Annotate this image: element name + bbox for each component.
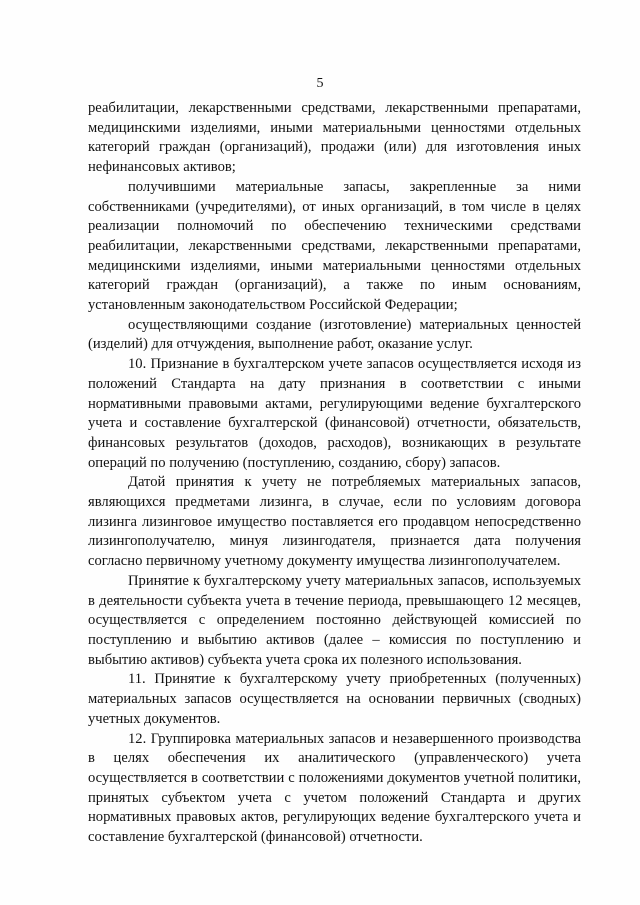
document-body	[88, 99, 581, 848]
paragraph-continuation: реабилитации, лекарственными средствами, лекарственными препаратами, медицинскими изделиями, иными материальными ценностями отдельных категорий граждан (организаций), продажи (или) для изготовления иных нефинансовых активов;	[88, 100, 581, 176]
paragraph-item-11: 11. Принятие к бухгалтерскому учету приобретенных (полученных) материальных запасов осуществляется на основании первичных (сводных) учетных документов.	[88, 671, 581, 727]
page-number: 5	[316, 76, 324, 91]
paragraph-useful-life: Принятие к бухгалтерскому учету материальных запасов, используемых в деятельности субъекта учета в течение периода, превышающего 12 месяцев, осуществляется с определением постоянно действующей комиссией по поступлению и выбытию активов (далее – комиссия по поступлению и выбытию активов) субъекта учета срока их полезного использования.	[88, 572, 581, 668]
paragraph-received-inventories: получившими материальные запасы, закрепленные за ними собственниками (учредителями), от иных организаций, в том числе в целях реализации полномочий по обеспечению техническими средствами реабилитации, лекарственными средствами, лекарственными препаратами, медицинскими изделиями, иными материальными ценностями отдельных категорий граждан (организаций), а также по иным основаниям, установленным законодательством Российской Федерации;	[88, 178, 581, 314]
paragraph-item-10: 10. Признание в бухгалтерском учете запасов осуществляется исходя из положений Стандарта на дату признания в соответствии с иными нормативными правовыми актами, регулирующими ведение бухгалтерского учета и составление бухгалтерской (финансовой) отчетности, обязательств, финансовых результатов (доходов, расходов), возникающих в результате операций по получению (поступлению, созданию, сбору) запасов.	[88, 356, 581, 471]
paragraph-manufacturing: осуществляющими создание (изготовление) материальных ценностей (изделий) для отчуждения, выполнение работ, оказание услуг.	[88, 316, 581, 353]
paragraph-item-12: 12. Группировка материальных запасов и незавершенного производства в целях обеспечения их аналитического (управленческого) учета осуществляется в соответствии с положениями документов учетной политики, принятых субъектом учета с учетом положений Стандарта и других нормативных правовых актов, регулирующих ведение бухгалтерского учета и составление бухгалтерской (финансовой) отчетности.	[88, 730, 581, 846]
paragraph-leasing-date: Датой принятия к учету не потребляемых материальных запасов, являющихся предметами лизинга, в случае, если по условиям договора лизинга лизинговое имущество поставляется его продавцом непосредственно лизингополучателю, минуя лизингодателя, признается дата получения согласно первичному учетному документу имущества лизингополучателем.	[88, 474, 581, 570]
